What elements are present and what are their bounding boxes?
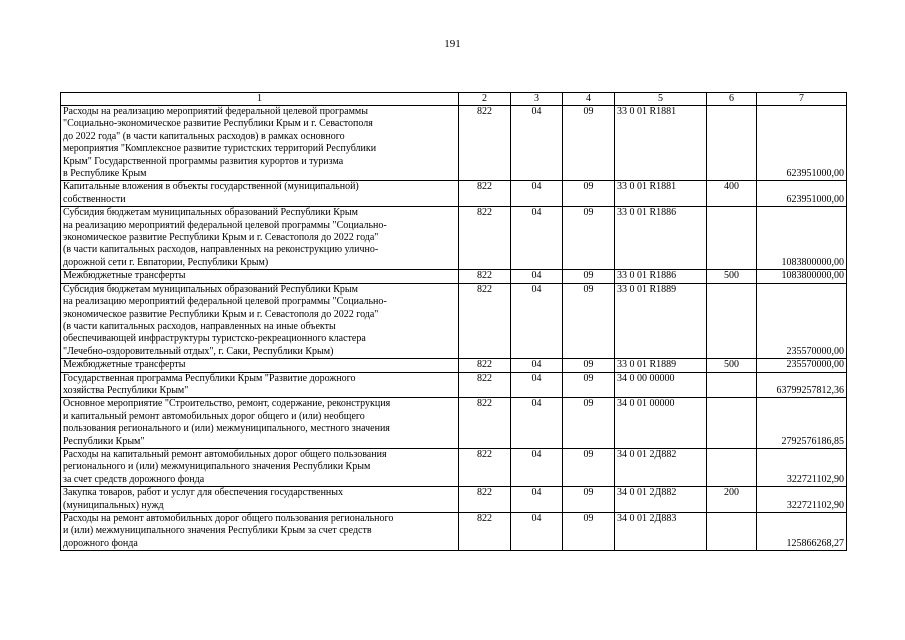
expense-name: Основное мероприятие "Строительство, ремонт, содержание, реконструкция и капитальный ремонт автомобильных дорог общего и (или) необщего пользования регионального и (или) межмуниципального, местного значения Республики Крым" (61, 398, 459, 449)
header-cell: 1 (61, 93, 459, 106)
expense-type-code: 500 (707, 270, 757, 283)
header-cell: 2 (459, 93, 511, 106)
table-row (61, 270, 847, 283)
target-article-code: 33 0 01 R1881 (615, 181, 707, 207)
section-code: 04 (511, 398, 563, 449)
grbs-code: 822 (459, 372, 511, 398)
grbs-code: 822 (459, 181, 511, 207)
budget-table (60, 92, 847, 551)
target-article-code: 33 0 01 R1886 (615, 270, 707, 283)
table-header-row (61, 93, 847, 106)
expense-type-code (707, 207, 757, 270)
table-row (61, 513, 847, 551)
target-article-code: 34 0 01 2Д883 (615, 513, 707, 551)
expense-name: Межбюджетные трансферты (61, 359, 459, 372)
expense-type-code (707, 106, 757, 181)
subsection-code: 09 (563, 487, 615, 513)
expense-type-code: 400 (707, 181, 757, 207)
header-cell: 6 (707, 93, 757, 106)
expense-type-code (707, 398, 757, 449)
target-article-code: 33 0 01 R1889 (615, 359, 707, 372)
subsection-code: 09 (563, 448, 615, 486)
subsection-code: 09 (563, 270, 615, 283)
table-row (61, 207, 847, 270)
expense-name: Субсидия бюджетам муниципальных образований Республики Крым на реализацию мероприятий федеральной целевой программы "Социально- экономическое развитие Республики Крым и г. Севастополя до 2022 года" (в части капитальных расходов, направленных на реконструкцию улично- дорожной сети г. Евпатории, Республики Крым) (61, 207, 459, 270)
grbs-code: 822 (459, 359, 511, 372)
subsection-code: 09 (563, 106, 615, 181)
grbs-code: 822 (459, 207, 511, 270)
section-code: 04 (511, 372, 563, 398)
subsection-code: 09 (563, 283, 615, 358)
section-code: 04 (511, 181, 563, 207)
section-code: 04 (511, 359, 563, 372)
header-cell: 7 (757, 93, 847, 106)
subsection-code: 09 (563, 398, 615, 449)
amount: 2792576186,85 (757, 398, 847, 449)
amount: 235570000,00 (757, 283, 847, 358)
expense-name: Межбюджетные трансферты (61, 270, 459, 283)
amount: 322721102,90 (757, 487, 847, 513)
table-row (61, 487, 847, 513)
table-row (61, 359, 847, 372)
table-row (61, 181, 847, 207)
expense-type-code (707, 448, 757, 486)
amount: 623951000,00 (757, 181, 847, 207)
target-article-code: 34 0 01 00000 (615, 398, 707, 449)
section-code: 04 (511, 270, 563, 283)
target-article-code: 33 0 01 R1881 (615, 106, 707, 181)
expense-type-code (707, 513, 757, 551)
header-cell: 5 (615, 93, 707, 106)
expense-name: Расходы на реализацию мероприятий федеральной целевой программы "Социально-экономическое развитие Республики Крым и г. Севастополя до 2022 года" (в части капитальных расходов) в рамках основного мероприятия "Комплексное развитие туристских территорий Республики Крым" Государственной программы развития курортов и туризма в Республике Крым (61, 106, 459, 181)
grbs-code: 822 (459, 487, 511, 513)
target-article-code: 34 0 01 2Д882 (615, 487, 707, 513)
section-code: 04 (511, 283, 563, 358)
expense-name: Расходы на ремонт автомобильных дорог общего пользования регионального и (или) межмуниципального значения Республики Крым за счет средств дорожного фонда (61, 513, 459, 551)
expense-name: Расходы на капитальный ремонт автомобильных дорог общего пользования регионального и (или) межмуниципального значения Республики Крым за счет средств дорожного фонда (61, 448, 459, 486)
subsection-code: 09 (563, 359, 615, 372)
grbs-code: 822 (459, 270, 511, 283)
subsection-code: 09 (563, 207, 615, 270)
expense-type-code: 500 (707, 359, 757, 372)
page-number: 191 (444, 38, 461, 50)
expense-type-code (707, 283, 757, 358)
section-code: 04 (511, 207, 563, 270)
subsection-code: 09 (563, 513, 615, 551)
grbs-code: 822 (459, 283, 511, 358)
table-row (61, 448, 847, 486)
table-row (61, 283, 847, 358)
section-code: 04 (511, 448, 563, 486)
expense-type-code (707, 372, 757, 398)
amount: 125866268,27 (757, 513, 847, 551)
subsection-code: 09 (563, 181, 615, 207)
expense-name: Закупка товаров, работ и услуг для обеспечения государственных (муниципальных) нужд (61, 487, 459, 513)
section-code: 04 (511, 487, 563, 513)
amount: 1083800000,00 (757, 207, 847, 270)
grbs-code: 822 (459, 513, 511, 551)
amount: 322721102,90 (757, 448, 847, 486)
section-code: 04 (511, 106, 563, 181)
amount: 63799257812,36 (757, 372, 847, 398)
target-article-code: 33 0 01 R1889 (615, 283, 707, 358)
amount: 235570000,00 (757, 359, 847, 372)
grbs-code: 822 (459, 448, 511, 486)
target-article-code: 33 0 01 R1886 (615, 207, 707, 270)
target-article-code: 34 0 01 2Д882 (615, 448, 707, 486)
amount: 623951000,00 (757, 106, 847, 181)
expense-name: Государственная программа Республики Крым "Развитие дорожного хозяйства Республики Крым" (61, 372, 459, 398)
expense-type-code: 200 (707, 487, 757, 513)
table-row (61, 398, 847, 449)
table-row (61, 372, 847, 398)
amount: 1083800000,00 (757, 270, 847, 283)
grbs-code: 822 (459, 398, 511, 449)
target-article-code: 34 0 00 00000 (615, 372, 707, 398)
header-cell: 3 (511, 93, 563, 106)
grbs-code: 822 (459, 106, 511, 181)
subsection-code: 09 (563, 372, 615, 398)
table-row (61, 106, 847, 181)
section-code: 04 (511, 513, 563, 551)
expense-name: Субсидия бюджетам муниципальных образований Республики Крым на реализацию мероприятий федеральной целевой программы "Социально- экономическое развитие Республики Крым и г. Севастополя до 2022 года" (в части капитальных расходов, направленных на иные объекты обеспечивающей инфраструктуры туристско-рекреационного кластера "Лечебно-оздоровительный отдых", г. Саки, Республики Крым) (61, 283, 459, 358)
expense-name: Капитальные вложения в объекты государственной (муниципальной) собственности (61, 181, 459, 207)
header-cell: 4 (563, 93, 615, 106)
